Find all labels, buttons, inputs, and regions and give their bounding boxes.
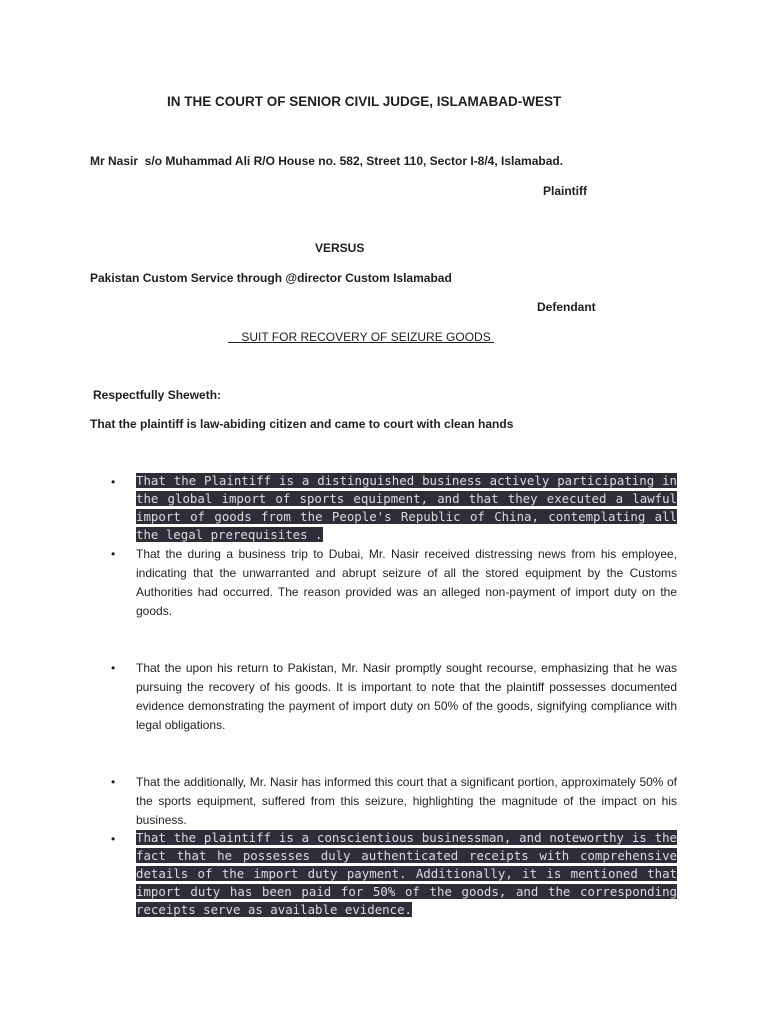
defendant-label: Defendant [537,300,596,314]
plaintiff-details: Mr Nasir s/o Muhammad Ali R/O House no. 582, Street 110, Sector I-8/4, Islamabad. [90,154,564,168]
bullet-icon: • [111,475,116,489]
point-5-text: That the plaintiff is a conscientious businessman, and noteworthy is the fact that he possesses duly authenticated receipts with comprehensive details of the import duty payment. Additionally, it is mentioned that import duty has been paid for 50% of the goods, and the corresponding receipts serve as available evidence. [136,830,677,917]
point-3-text: That the upon his return to Pakistan, Mr. Nasir promptly sought recourse, emphasizing that he was pursuing the recovery of his goods. It is important to note that the plaintiff possesses documented evidence demonstrating the payment of import duty on 50% of the goods, signifying compliance with legal obligations. [136,661,677,732]
suit-title [228,329,494,345]
point-1-text: That the Plaintiff is a distinguished business actively participating in the global import of sports equipment, and that they executed a lawful import of goods from the People's Republic of China, contemplating all the legal prerequisites . [136,473,677,542]
intro-statement: That the plaintiff is law-abiding citizen and came to court with clean hands [90,417,514,431]
highlighted-paragraph [136,472,677,544]
point-4-text: That the additionally, Mr. Nasir has informed this court that a significant portion, approximately 50% of the sports equipment, suffered from this seizure, highlighting the magnitude of the impact on his business. [136,775,677,827]
defendant-details: Pakistan Custom Service through @director Custom Islamabad [90,271,452,285]
bullet-icon: • [111,661,116,675]
bullet-icon: • [111,832,116,846]
bullet-icon: • [111,775,116,789]
plaintiff-label: Plaintiff [543,184,587,198]
list-item [111,472,677,544]
list-item [111,545,677,621]
point-2-text: That the during a business trip to Dubai, Mr. Nasir received distressing news from his employee, indicating that the unwarranted and abrupt seizure of all the stored equipment by the Customs Authorities had occurred. The reason provided was an alleged non-payment of import duty on the goods. [136,547,677,618]
respectfully-sheweth: Respectfully Sheweth: [93,388,222,402]
suit-title-text: SUIT FOR RECOVERY OF SEIZURE GOODS [241,330,491,344]
highlighted-paragraph [136,829,677,919]
bullet-icon: • [111,547,116,561]
court-title: IN THE COURT OF SENIOR CIVIL JUDGE, ISLAMABAD-WEST [167,94,562,109]
list-item [111,829,677,919]
versus-label: VERSUS [315,241,365,255]
list-item [111,659,677,735]
list-item [111,773,677,830]
